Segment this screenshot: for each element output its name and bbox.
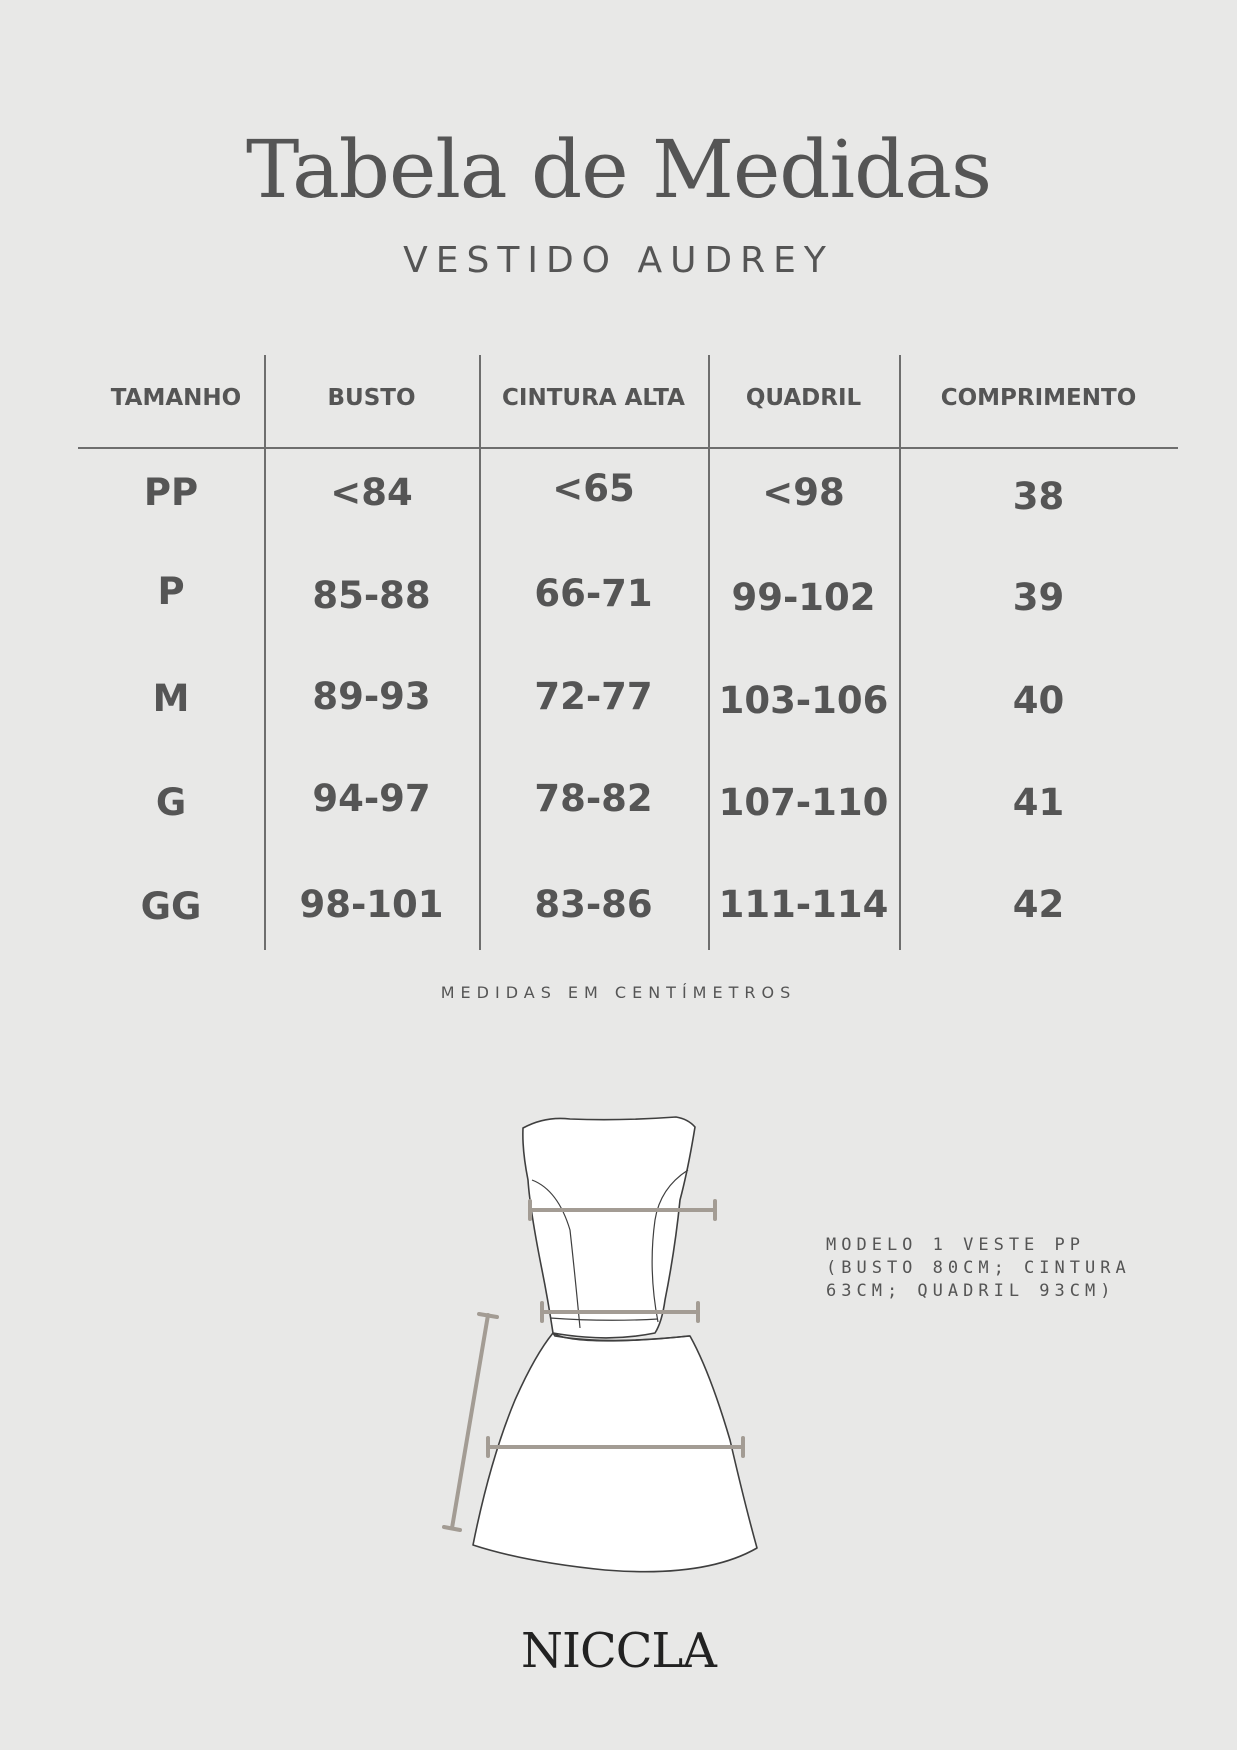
busto-cell: 94-97 (312, 777, 431, 820)
cintura-cell: 78-82 (534, 777, 653, 820)
header-comprimento: COMPRIMENTO (940, 385, 1137, 411)
quadril-cell: 107-110 (718, 781, 889, 824)
cintura-cell: 72-77 (534, 675, 653, 718)
busto-cell: 89-93 (312, 675, 431, 718)
size-cell: P (157, 570, 185, 613)
product-name: VESTIDO AUDREY (403, 240, 834, 281)
size-cell: GG (140, 885, 202, 928)
header-busto: BUSTO (327, 385, 416, 411)
cintura-cell: <65 (552, 467, 635, 510)
model-note-line: (BUSTO 80CM; CINTURA (826, 1258, 1131, 1278)
cintura-cell: 66-71 (534, 572, 653, 615)
size-table (78, 355, 1178, 950)
table-row (78, 463, 1178, 523)
size-cell: M (152, 677, 190, 720)
size-cell: PP (143, 471, 199, 514)
quadril-cell: 99-102 (731, 576, 876, 619)
busto-cell: <84 (330, 471, 413, 514)
header-quadril: QUADRIL (745, 385, 862, 411)
table-row (78, 773, 1178, 833)
quadril-cell: 103-106 (718, 679, 889, 722)
units-note: MEDIDAS EM CENTÍMETROS (440, 983, 797, 1002)
comprimento-cell: 42 (1012, 883, 1065, 926)
table-row (78, 875, 1178, 935)
comprimento-cell: 38 (1012, 475, 1065, 518)
model-size-note (826, 1234, 1186, 1303)
comprimento-cell: 40 (1012, 679, 1065, 722)
dress-illustration (430, 1100, 770, 1580)
busto-cell: 85-88 (312, 574, 431, 617)
page-title: Tabela de Medidas (245, 123, 992, 216)
dress-outline (473, 1117, 757, 1572)
quadril-cell: 111-114 (718, 883, 889, 926)
comprimento-cell: 41 (1012, 781, 1065, 824)
table-row (78, 669, 1178, 729)
model-note-line: MODELO 1 VESTE PP (826, 1235, 1085, 1255)
dress-bodice (523, 1117, 695, 1338)
header-cintura-alta: CINTURA ALTA (502, 385, 685, 411)
table-row (78, 566, 1178, 626)
size-cell: G (155, 781, 187, 824)
quadril-cell: <98 (762, 471, 845, 514)
dress-skirt (473, 1333, 757, 1572)
length-measure-line (452, 1315, 488, 1528)
busto-cell: 98-101 (299, 883, 444, 926)
header-divider (78, 447, 1178, 449)
header-tamanho: TAMANHO (110, 385, 242, 411)
comprimento-cell: 39 (1012, 576, 1065, 619)
cintura-cell: 83-86 (534, 883, 653, 926)
model-note-line: 63CM; QUADRIL 93CM) (826, 1281, 1116, 1301)
brand-logo: NICCLA (521, 1623, 716, 1679)
